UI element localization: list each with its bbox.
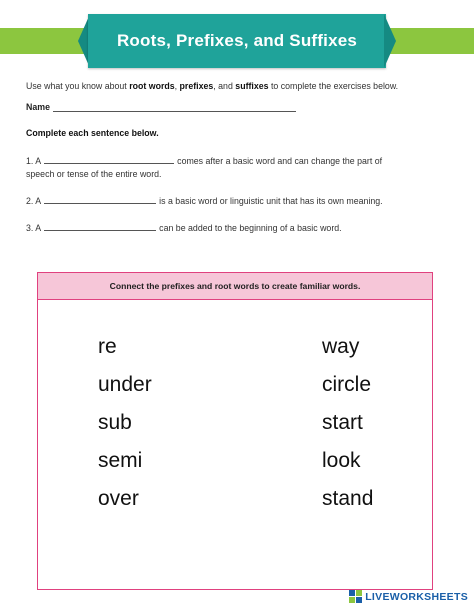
sentence-2: 2. A is a basic word or linguistic unit that has its own meaning. [26,196,383,206]
prefix-word[interactable]: re [98,335,117,358]
root-word[interactable]: look [322,449,361,472]
sentence-3: 3. A can be added to the beginning of a basic word. [26,223,342,233]
sentence-1: 1. A comes after a basic word and can change the part of speech or tense of the entire word. [26,156,383,179]
prefix-word[interactable]: under [98,373,152,396]
name-input-line[interactable] [53,102,296,112]
root-word[interactable]: stand [322,487,374,510]
name-label: Name [26,102,50,112]
name-row [26,102,296,112]
prefix-word[interactable]: semi [98,449,143,472]
intro-text: Use what you know about root words, prefixes, and suffixes to complete the exercises below. [26,81,399,91]
blank-3-input[interactable] [44,221,156,231]
root-word[interactable]: circle [322,373,372,396]
page-title: Roots, Prefixes, and Suffixes [88,14,386,68]
liveworksheets-logo-text: LIVEWORKSHEETS [365,590,468,603]
title-banner [78,14,396,68]
matching-header: Connect the prefixes and root words to create familiar words. [38,273,432,300]
liveworksheets-logo [349,590,468,603]
root-word[interactable]: way [322,335,360,358]
matching-box [37,272,433,590]
blank-2-input[interactable] [44,194,156,204]
root-word[interactable]: start [322,411,363,434]
blank-1-input[interactable] [44,154,174,164]
prefix-word[interactable]: sub [98,411,132,434]
instructions-heading: Complete each sentence below. [26,128,159,138]
prefix-word[interactable]: over [98,487,139,510]
banner-fold-right [384,14,396,68]
liveworksheets-logo-icon [349,590,362,603]
